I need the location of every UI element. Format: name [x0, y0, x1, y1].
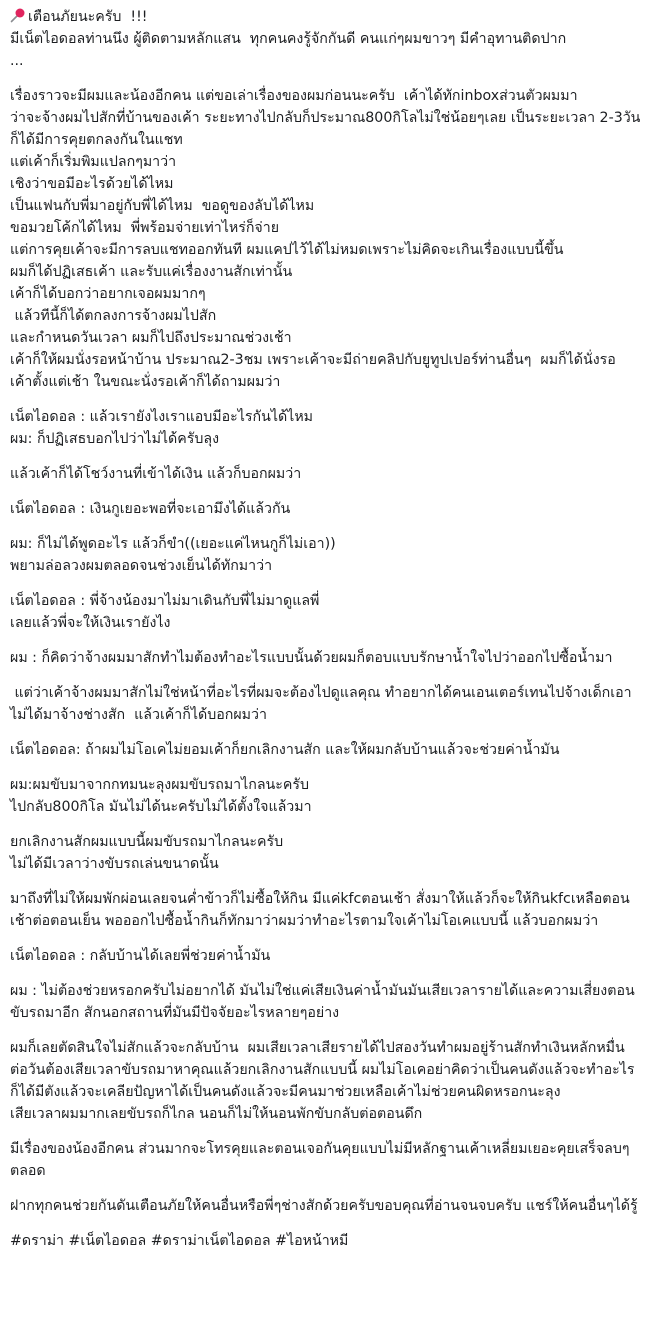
post-paragraph — [10, 533, 641, 577]
post-text-line: แต่เค้าก็เริ่มพิมแปลกๆมาว่า — [10, 154, 177, 170]
post-paragraph — [10, 590, 641, 634]
post-text-line: ผมก็เลยตัดสินใจไม่สักแล้วจะกลับบ้าน ผมเสียเวลาเสียรายได้ไปสองวันทำผมอยู่ร้านสักทำเงินหลักหมื่นต่อวันต้องเสียเวลาขับรถมาหาคุณแล้วยกเลิกงานสักแบบนี้ ผมไม่โอเคอย่าคิดว่าเป็นคนดังแล้วจะทำอะไรก็ได้มีตังแล้วจะเคลียปัญหาได้เป็นคนดังแล้วจะมีคนมาช่วยเหลือเค้าไม่ช่วยคนผิดหรอกนะลุง — [10, 1040, 635, 1100]
post-text-line: พยามล่อลวงผมตลอดจนช่วงเย็นได้ทักมาว่า — [10, 558, 273, 574]
post-text-line: เค้าตั้งแต่เช้า ในขณะนั่งรอเค้าก็ได้ถามผมว่า — [10, 374, 281, 390]
post-text-line: แล้วเค้าก็ได้โชว์งานที่เข้าได้เงิน แล้วก็บอกผมว่า — [10, 466, 302, 482]
post-text-line — [10, 6, 641, 28]
post-text-line: ไปกลับ800กิโล มันไม่ได้นะครับไม่ได้ตั้งใจแล้วมา — [10, 799, 312, 815]
post-text-line: เลยแล้วพี่จะให้เงินเรายังไง — [10, 615, 171, 631]
post-paragraph — [10, 406, 641, 450]
post-text-line: เน็ตไอดอล : แล้วเรายังไงเราแอบมีอะไรกันได้ไหม — [10, 409, 314, 425]
post-text-line: เค้าก็ให้ผมนั่งรอหน้าบ้าน ประมาณ2-3ชม เพราะเค้าจะมีถ่ายคลิปกับยูทูปเปอร์ท่านอื่นๆ ผมก็ได้นั่งรอ — [10, 352, 616, 368]
post-text-line: เน็ตไอดอล : พี่จ้างน้องมาไม่มาเดินกับพี่ไม่มาดูแลพี่ — [10, 593, 320, 609]
post-paragraph — [10, 888, 641, 932]
post-text-line: เรื่องราวจะมีผมและน้องอีกคน แต่ขอเล่าเรื่องของผมก่อนนะครับ เค้าได้ทักinboxส่วนตัวผมมา — [10, 88, 578, 104]
post-paragraph — [10, 739, 641, 761]
post-paragraph — [10, 85, 650, 393]
post-paragraph — [10, 682, 641, 726]
post-text-line: ผม:ผมขับมาจากกทมนะลุงผมขับรถมาไกลนะครับ — [10, 777, 309, 793]
pushpin-icon — [10, 7, 26, 23]
post-text-line: เป็นแฟนกับพี่มาอยู่กับพี่ได้ไหม ขอดูของลับได้ไหม — [10, 198, 315, 214]
post-text-line: แต่การคุยเค้าจะมีการลบแชทออกทันที ผมแคปไว้ได้ไม่หมดเพราะไม่คิดจะเกินเรื่องแบบนี้ขึ้น — [10, 242, 564, 258]
post-text-line: เชิงว่าขอมีอะไรด้วยได้ไหม — [10, 176, 174, 192]
post-text-line: ... — [10, 53, 24, 69]
post-text-line: ผม: ก็ไม่ได้พูดอะไร แล้วก็ขำ((เยอะแค่ไหนกูก็ไม่เอา)) — [10, 536, 336, 552]
post-text-line: แต่ว่าเค้าจ้างผมมาสักไม่ใช่หน้าที่อะไรที่ผมจะต้องไปดูแลคุณ ทำอยากได้คนเอนเตอร์เทนไปจ้างเด็กเอาไม่ได้มาจ้างช่างสัก แล้วเค้าก็ได้บอกผมว่า — [10, 685, 632, 723]
post-text-line: ขอมวยโค้กได้ไหม พี่พร้อมจ่ายเท่าไหร่ก็จ่าย — [10, 220, 280, 236]
post-text-line: ผมก็ได้ปฏิเสธเค้า และรับแค่เรื่องงานสักเท่านั้น — [10, 264, 293, 280]
post-paragraph — [10, 980, 641, 1024]
post-paragraph — [10, 647, 641, 669]
post-paragraph — [10, 6, 641, 72]
post-paragraph — [10, 774, 641, 818]
post-text-line: ว่าจะจ้างผมไปสักที่บ้านของเค้า ระยะทางไปกลับก็ประมาณ800กิโลไม่ใช่น้อยๆเลย เป็นระยะเวลา 2-3วัน ก็ได้มีการคุยตกลงกันในแชท — [10, 110, 650, 148]
post-paragraph — [10, 1230, 641, 1252]
post-paragraph — [10, 1037, 641, 1125]
post-text-line: แล้วทีนี้ก็ได้ตกลงการจ้างผมไปสัก — [10, 308, 217, 324]
post-text-line: มีเรื่องของน้องอีกคน ส่วนมากจะโทรคุยและตอนเจอกันคุยแบบไม่มีหลักฐานเค้าเหลี่ยมเยอะคุยเสร็จลบๆตลอด — [10, 1141, 630, 1179]
post-text-line: ผม: ก็ปฏิเสธบอกไปว่าไม่ได้ครับลุง — [10, 431, 220, 447]
post-text-line: ยกเลิกงานสักผมแบบนี้ผมขับรถมาไกลนะครับ — [10, 834, 284, 850]
post-text-line: เน็ตไอดอล : เงินกูเยอะพอที่จะเอามึงได้แล้วกัน — [10, 501, 291, 517]
post-text-line: มีเน็ตไอดอลท่านนึง ผู้ติดตามหลักแสน ทุกคนคงรู้จักกันดี คนแก่ๆผมขาวๆ มีคำอุทานติดปาก — [10, 31, 567, 47]
post-text-line: ผม : ก็คิดว่าจ้างผมมาสักทำไมต้องทำอะไรแบบนั้นด้วยผมก็ตอบแบบรักษาน้ำใจไปว่าออกไปซื้อน้ำมา — [10, 650, 613, 666]
post-paragraph — [10, 1138, 641, 1182]
post-paragraph — [10, 498, 641, 520]
post-text-line: เค้าก็ได้บอกว่าอยากเจอผมมากๆ — [10, 286, 206, 302]
post-text-line: เน็ตไอดอล: ถ้าผมไม่โอเคไม่ยอมเค้าก็ยกเลิกงานสัก และให้ผมกลับบ้านแล้วจะช่วยค่าน้ำมัน — [10, 742, 560, 758]
post-text-line: และกำหนดวันเวลา ผมก็ไปถึงประมาณช่วงเช้า — [10, 330, 292, 346]
post-text-line: เสียเวลาผมมากเลยขับรถก็ไกล นอนก็ไม่ให้นอนพักขับกลับต่อตอนดึก — [10, 1106, 423, 1122]
post-paragraph — [10, 945, 641, 967]
post-text-line: ไม่ได้มีเวลาว่างขับรถเล่นขนาดนั้น — [10, 856, 219, 872]
post-text-line: เน็ตไอดอล : กลับบ้านได้เลยพี่ช่วยค่าน้ำมัน — [10, 948, 271, 964]
post-paragraph — [10, 463, 641, 485]
post-paragraph — [10, 831, 641, 875]
post-text-line: ฝากทุกคนช่วยกันดันเตือนภัยให้คนอื่นหรือพี่ๆช่างสักด้วยครับขอบคุณที่อ่านจนจบครับ แชร์ให้คนอื่นๆได้รู้ — [10, 1198, 638, 1214]
post-text-line: มาถึงที่ไม่ให้ผมพักผ่อนเลยจนค่ำข้าวก็ไม่ซื้อให้กิน มีแค่kfcตอนเช้า สั่งมาให้แล้วก็จะให้กินkfcเหลือตอนเช้าต่อตอนเย็น พอออกไปซื้อน้ำกินก็ทักมาว่าผมว่าทำอะไรตามใจเค้าไม่โอเคแบบนี้ แล้วบอกผมว่า — [10, 891, 630, 929]
post-text-line: ผม : ไม่ต้องช่วยหรอกครับไม่อยากได้ มันไม่ใช่แค่เสียเงินค่าน้ำมันมันเสียเวลารายได้และความเสี่ยงตอนขับรถมาอีก สักนอกสถานที่มันมีปัจจัยอะไรหลายๆอย่าง — [10, 983, 635, 1021]
post-title: เตือนภัยนะครับ !!! — [28, 9, 148, 25]
hashtag-line[interactable]: #ดราม่า #เน็ตไอดอล #ดราม่าเน็ตไอดอล #ไอหน้าหมี — [10, 1233, 349, 1249]
post-paragraph — [10, 1195, 641, 1217]
